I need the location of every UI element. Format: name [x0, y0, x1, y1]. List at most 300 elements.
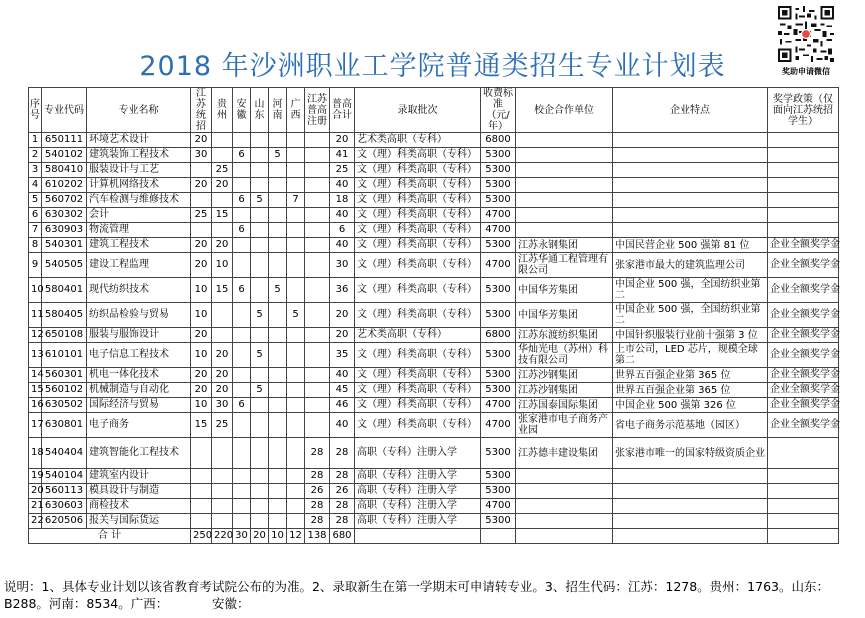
guizhou-quota: 20 — [212, 383, 233, 398]
anhui-quota — [233, 383, 251, 398]
tuition-fee: 5300 — [481, 303, 516, 328]
total-empty — [768, 529, 839, 544]
partner-company — [516, 208, 613, 223]
jiangsu-quota: 10 — [191, 398, 212, 413]
shandong-quota — [251, 484, 269, 499]
guizhou-quota — [212, 499, 233, 514]
row-number: 19 — [29, 469, 42, 484]
tuition-fee: 4700 — [481, 413, 516, 438]
jiangsu-registration-quota — [305, 253, 330, 278]
jiangsu-registration-quota: 28 — [305, 469, 330, 484]
row-number: 3 — [29, 163, 42, 178]
footnote: 说明：1、具体专业计划以该省教育考试院公布的为准。2、录取新生在第一学期末可申请转专业。3、招生代码：江苏：1278。贵州：1763。山东：B288。河南：8534。广西： 安徽： — [4, 579, 829, 611]
major-name: 电子商务 — [87, 413, 191, 438]
shandong-quota: 5 — [251, 343, 269, 368]
row-total: 40 — [330, 178, 355, 193]
jiangsu-quota: 25 — [191, 208, 212, 223]
guizhou-quota: 30 — [212, 398, 233, 413]
shandong-quota: 5 — [251, 193, 269, 208]
total-jiangsu: 250 — [191, 529, 212, 544]
qr-code-icon[interactable] — [778, 6, 834, 62]
admission-batch: 艺术类高职（专科） — [355, 133, 481, 148]
row-total: 20 — [330, 328, 355, 343]
jiangsu-quota: 20 — [191, 253, 212, 278]
table-row — [29, 133, 839, 148]
table-row — [29, 303, 839, 328]
anhui-quota — [233, 484, 251, 499]
row-number: 4 — [29, 178, 42, 193]
henan-quota — [269, 238, 287, 253]
jiangsu-registration-quota — [305, 238, 330, 253]
guangxi-quota — [287, 178, 305, 193]
admission-batch: 艺术类高职（专科） — [355, 328, 481, 343]
jiangsu-quota: 10 — [191, 303, 212, 328]
row-number: 13 — [29, 343, 42, 368]
scholarship-policy — [768, 148, 839, 163]
guizhou-quota — [212, 514, 233, 529]
partner-company — [516, 148, 613, 163]
major-name: 建筑室内设计 — [87, 469, 191, 484]
major-code: 650111 — [42, 133, 87, 148]
guizhou-quota: 10 — [212, 253, 233, 278]
total-label: 合 计 — [29, 529, 191, 544]
company-feature — [613, 514, 768, 529]
scholarship-policy — [768, 438, 839, 469]
table-row — [29, 469, 839, 484]
scholarship-policy: 企业全额奖学金 — [768, 328, 839, 343]
table-header-row — [29, 88, 839, 133]
row-number: 1 — [29, 133, 42, 148]
guangxi-quota — [287, 413, 305, 438]
jiangsu-registration-quota — [305, 223, 330, 238]
company-feature — [613, 193, 768, 208]
jiangsu-quota — [191, 484, 212, 499]
company-feature: 中国企业 500 强第 326 位 — [613, 398, 768, 413]
row-number: 5 — [29, 193, 42, 208]
major-code: 580410 — [42, 163, 87, 178]
anhui-quota — [233, 368, 251, 383]
row-number: 12 — [29, 328, 42, 343]
guizhou-quota — [212, 469, 233, 484]
major-name: 计算机网络技术 — [87, 178, 191, 193]
guangxi-quota — [287, 499, 305, 514]
table-row — [29, 328, 839, 343]
row-total: 25 — [330, 163, 355, 178]
partner-company — [516, 163, 613, 178]
major-code: 540104 — [42, 469, 87, 484]
row-total: 40 — [330, 208, 355, 223]
jiangsu-registration-quota: 28 — [305, 438, 330, 469]
header-cell: 贵州 — [212, 88, 233, 133]
row-number: 17 — [29, 413, 42, 438]
partner-company — [516, 499, 613, 514]
henan-quota — [269, 328, 287, 343]
admission-batch: 文（理）科类高职（专科） — [355, 163, 481, 178]
major-code: 580401 — [42, 278, 87, 303]
shandong-quota — [251, 438, 269, 469]
header-cell: 企业特点 — [613, 88, 768, 133]
row-total: 40 — [330, 238, 355, 253]
table-row — [29, 438, 839, 469]
table-row — [29, 178, 839, 193]
shandong-quota — [251, 208, 269, 223]
major-code: 560301 — [42, 368, 87, 383]
scholarship-policy — [768, 499, 839, 514]
shandong-quota — [251, 253, 269, 278]
tuition-fee: 5300 — [481, 514, 516, 529]
major-name: 建设工程监理 — [87, 253, 191, 278]
guangxi-quota — [287, 343, 305, 368]
guizhou-quota — [212, 438, 233, 469]
row-total: 20 — [330, 303, 355, 328]
tuition-fee: 5300 — [481, 278, 516, 303]
guangxi-quota — [287, 514, 305, 529]
anhui-quota — [233, 303, 251, 328]
jiangsu-registration-quota: 28 — [305, 514, 330, 529]
tuition-fee: 6800 — [481, 328, 516, 343]
row-number: 10 — [29, 278, 42, 303]
header-cell: 专业代码 — [42, 88, 87, 133]
table-row — [29, 398, 839, 413]
henan-quota — [269, 163, 287, 178]
shandong-quota — [251, 163, 269, 178]
guizhou-quota — [212, 148, 233, 163]
admission-batch: 高职（专科）注册入学 — [355, 499, 481, 514]
jiangsu-registration-quota — [305, 163, 330, 178]
total-empty — [613, 529, 768, 544]
row-total: 35 — [330, 343, 355, 368]
anhui-quota — [233, 253, 251, 278]
jiangsu-quota: 20 — [191, 383, 212, 398]
scholarship-policy: 企业全额奖学金 — [768, 398, 839, 413]
jiangsu-quota: 15 — [191, 413, 212, 438]
jiangsu-registration-quota: 28 — [305, 499, 330, 514]
scholarship-policy: 企业全额奖学金 — [768, 278, 839, 303]
company-feature — [613, 178, 768, 193]
admission-batch: 文（理）科类高职（专科） — [355, 413, 481, 438]
guizhou-quota: 20 — [212, 368, 233, 383]
jiangsu-registration-quota — [305, 368, 330, 383]
row-total: 28 — [330, 514, 355, 529]
partner-company: 江苏德丰建设集团 — [516, 438, 613, 469]
admission-batch: 文（理）科类高职（专科） — [355, 383, 481, 398]
jiangsu-quota — [191, 499, 212, 514]
table-row — [29, 148, 839, 163]
anhui-quota — [233, 438, 251, 469]
major-code: 580405 — [42, 303, 87, 328]
header-cell: 序号 — [29, 88, 42, 133]
jiangsu-registration-quota — [305, 148, 330, 163]
table-row — [29, 484, 839, 499]
henan-quota — [269, 383, 287, 398]
company-feature: 省电子商务示范基地（园区） — [613, 413, 768, 438]
major-code: 610202 — [42, 178, 87, 193]
anhui-quota — [233, 499, 251, 514]
guangxi-quota — [287, 238, 305, 253]
row-number: 2 — [29, 148, 42, 163]
jiangsu-quota — [191, 469, 212, 484]
guangxi-quota: 7 — [287, 193, 305, 208]
row-number: 8 — [29, 238, 42, 253]
guizhou-quota: 20 — [212, 343, 233, 368]
tuition-fee: 4700 — [481, 208, 516, 223]
henan-quota: 5 — [269, 148, 287, 163]
table-row — [29, 208, 839, 223]
table-row — [29, 383, 839, 398]
guangxi-quota — [287, 328, 305, 343]
company-feature — [613, 148, 768, 163]
tuition-fee: 5300 — [481, 193, 516, 208]
row-total: 28 — [330, 469, 355, 484]
guangxi-quota — [287, 223, 305, 238]
major-code: 630502 — [42, 398, 87, 413]
shandong-quota — [251, 469, 269, 484]
total-shandong: 20 — [251, 529, 269, 544]
anhui-quota — [233, 163, 251, 178]
row-number: 18 — [29, 438, 42, 469]
tuition-fee: 5300 — [481, 368, 516, 383]
company-feature: 张家港市唯一的国家特级资质企业 — [613, 438, 768, 469]
partner-company: 中国华芳集团 — [516, 278, 613, 303]
row-number: 20 — [29, 484, 42, 499]
tuition-fee: 5300 — [481, 438, 516, 469]
company-feature — [613, 469, 768, 484]
jiangsu-registration-quota — [305, 278, 330, 303]
scholarship-policy — [768, 223, 839, 238]
tuition-fee: 5300 — [481, 163, 516, 178]
total-henan: 10 — [269, 529, 287, 544]
shandong-quota — [251, 514, 269, 529]
row-number: 7 — [29, 223, 42, 238]
guizhou-quota — [212, 328, 233, 343]
row-number: 16 — [29, 398, 42, 413]
company-feature — [613, 223, 768, 238]
guizhou-quota: 25 — [212, 413, 233, 438]
table-row — [29, 193, 839, 208]
row-number: 9 — [29, 253, 42, 278]
partner-company — [516, 178, 613, 193]
partner-company: 江苏华通工程管理有限公司 — [516, 253, 613, 278]
tuition-fee: 5300 — [481, 343, 516, 368]
major-code: 630903 — [42, 223, 87, 238]
total-jiangsu-registration: 138 — [305, 529, 330, 544]
henan-quota — [269, 208, 287, 223]
enrollment-plan-table — [28, 87, 839, 544]
henan-quota — [269, 514, 287, 529]
scholarship-policy: 企业全额奖学金 — [768, 253, 839, 278]
henan-quota — [269, 253, 287, 278]
partner-company: 张家港市电子商务产业园 — [516, 413, 613, 438]
shandong-quota — [251, 368, 269, 383]
major-code: 540102 — [42, 148, 87, 163]
admission-batch: 文（理）科类高职（专科） — [355, 148, 481, 163]
partner-company: 江苏沙钢集团 — [516, 368, 613, 383]
header-cell: 收费标准（元/年） — [481, 88, 516, 133]
partner-company: 江苏永钢集团 — [516, 238, 613, 253]
major-name: 机电一体化技术 — [87, 368, 191, 383]
jiangsu-registration-quota — [305, 343, 330, 368]
henan-quota — [269, 133, 287, 148]
guizhou-quota — [212, 133, 233, 148]
total-empty — [481, 529, 516, 544]
major-code: 630302 — [42, 208, 87, 223]
row-total: 6 — [330, 223, 355, 238]
guizhou-quota: 25 — [212, 163, 233, 178]
partner-company — [516, 469, 613, 484]
jiangsu-quota — [191, 438, 212, 469]
major-name: 建筑装饰工程技术 — [87, 148, 191, 163]
tuition-fee: 4700 — [481, 253, 516, 278]
henan-quota — [269, 438, 287, 469]
scholarship-policy — [768, 514, 839, 529]
anhui-quota: 6 — [233, 398, 251, 413]
jiangsu-quota: 20 — [191, 238, 212, 253]
company-feature: 上市公司，LED 芯片，规模全球第二 — [613, 343, 768, 368]
total-empty — [355, 529, 481, 544]
table-row — [29, 499, 839, 514]
major-code: 610101 — [42, 343, 87, 368]
scholarship-policy — [768, 484, 839, 499]
shandong-quota — [251, 148, 269, 163]
company-feature: 世界五百强企业第 365 位 — [613, 383, 768, 398]
henan-quota: 5 — [269, 278, 287, 303]
partner-company — [516, 193, 613, 208]
guangxi-quota — [287, 253, 305, 278]
admission-batch: 文（理）科类高职（专科） — [355, 178, 481, 193]
scholarship-policy — [768, 469, 839, 484]
header-cell: 江苏统招 — [191, 88, 212, 133]
admission-batch: 文（理）科类高职（专科） — [355, 238, 481, 253]
major-name: 汽车检测与维修技术 — [87, 193, 191, 208]
henan-quota — [269, 398, 287, 413]
shandong-quota — [251, 499, 269, 514]
tuition-fee: 5300 — [481, 469, 516, 484]
scholarship-policy: 企业全额奖学金 — [768, 383, 839, 398]
row-number: 21 — [29, 499, 42, 514]
shandong-quota — [251, 328, 269, 343]
major-name: 会计 — [87, 208, 191, 223]
row-number: 22 — [29, 514, 42, 529]
table-row — [29, 223, 839, 238]
page-title: 2018 年沙洲职业工学院普通类招生专业计划表 — [139, 51, 726, 82]
guangxi-quota — [287, 469, 305, 484]
guangxi-quota — [287, 278, 305, 303]
tuition-fee: 5300 — [481, 238, 516, 253]
guizhou-quota — [212, 303, 233, 328]
jiangsu-registration-quota — [305, 328, 330, 343]
row-number: 6 — [29, 208, 42, 223]
admission-batch: 高职（专科）注册入学 — [355, 484, 481, 499]
anhui-quota — [233, 208, 251, 223]
admission-batch: 高职（专科）注册入学 — [355, 438, 481, 469]
jiangsu-quota: 10 — [191, 343, 212, 368]
admission-batch: 高职（专科）注册入学 — [355, 514, 481, 529]
major-name: 环境艺术设计 — [87, 133, 191, 148]
jiangsu-quota: 10 — [191, 278, 212, 303]
shandong-quota — [251, 413, 269, 438]
scholarship-policy — [768, 133, 839, 148]
major-name: 国际经济与贸易 — [87, 398, 191, 413]
guangxi-quota — [287, 383, 305, 398]
jiangsu-registration-quota — [305, 208, 330, 223]
jiangsu-registration-quota — [305, 398, 330, 413]
scholarship-policy — [768, 163, 839, 178]
row-total: 18 — [330, 193, 355, 208]
shandong-quota — [251, 398, 269, 413]
partner-company: 江苏国泰国际集团 — [516, 398, 613, 413]
row-total: 46 — [330, 398, 355, 413]
anhui-quota: 6 — [233, 223, 251, 238]
partner-company — [516, 514, 613, 529]
anhui-quota — [233, 413, 251, 438]
henan-quota — [269, 368, 287, 383]
scholarship-policy — [768, 178, 839, 193]
admission-batch: 文（理）科类高职（专科） — [355, 223, 481, 238]
scholarship-policy: 企业全额奖学金 — [768, 303, 839, 328]
header-cell: 安徽 — [233, 88, 251, 133]
partner-company — [516, 223, 613, 238]
row-total: 40 — [330, 368, 355, 383]
header-cell: 录取批次 — [355, 88, 481, 133]
company-feature — [613, 484, 768, 499]
table-row — [29, 368, 839, 383]
company-feature: 中国企业 500 强，全国纺织业第二 — [613, 303, 768, 328]
jiangsu-quota — [191, 193, 212, 208]
header-cell: 广西 — [287, 88, 305, 133]
partner-company: 江苏东渡纺织集团 — [516, 328, 613, 343]
guizhou-quota — [212, 223, 233, 238]
partner-company: 中国华芳集团 — [516, 303, 613, 328]
jiangsu-quota: 20 — [191, 178, 212, 193]
tuition-fee: 5300 — [481, 178, 516, 193]
major-code: 630603 — [42, 499, 87, 514]
row-total: 41 — [330, 148, 355, 163]
partner-company: 江苏沙钢集团 — [516, 383, 613, 398]
company-feature: 中国针织服装行业前十强第 3 位 — [613, 328, 768, 343]
jiangsu-registration-quota — [305, 303, 330, 328]
guizhou-quota — [212, 193, 233, 208]
henan-quota — [269, 193, 287, 208]
scholarship-policy: 企业全额奖学金 — [768, 413, 839, 438]
table-row — [29, 163, 839, 178]
jiangsu-quota: 30 — [191, 148, 212, 163]
row-total: 28 — [330, 438, 355, 469]
table-row — [29, 238, 839, 253]
header-cell: 普高合计 — [330, 88, 355, 133]
admission-batch: 文（理）科类高职（专科） — [355, 278, 481, 303]
company-feature — [613, 163, 768, 178]
guangxi-quota — [287, 398, 305, 413]
admission-batch: 文（理）科类高职（专科） — [355, 303, 481, 328]
table-row — [29, 278, 839, 303]
partner-company — [516, 484, 613, 499]
guizhou-quota — [212, 484, 233, 499]
major-name: 商检技术 — [87, 499, 191, 514]
shandong-quota — [251, 178, 269, 193]
company-feature: 张家港市最大的建筑监理公司 — [613, 253, 768, 278]
henan-quota — [269, 178, 287, 193]
anhui-quota — [233, 328, 251, 343]
header-cell: 校企合作单位 — [516, 88, 613, 133]
jiangsu-registration-quota — [305, 193, 330, 208]
major-name: 物流管理 — [87, 223, 191, 238]
admission-batch: 文（理）科类高职（专科） — [355, 398, 481, 413]
major-name: 建筑工程技术 — [87, 238, 191, 253]
partner-company — [516, 133, 613, 148]
scholarship-policy: 企业全额奖学金 — [768, 238, 839, 253]
guangxi-quota — [287, 438, 305, 469]
partner-company: 华灿光电（苏州）科技有限公司 — [516, 343, 613, 368]
